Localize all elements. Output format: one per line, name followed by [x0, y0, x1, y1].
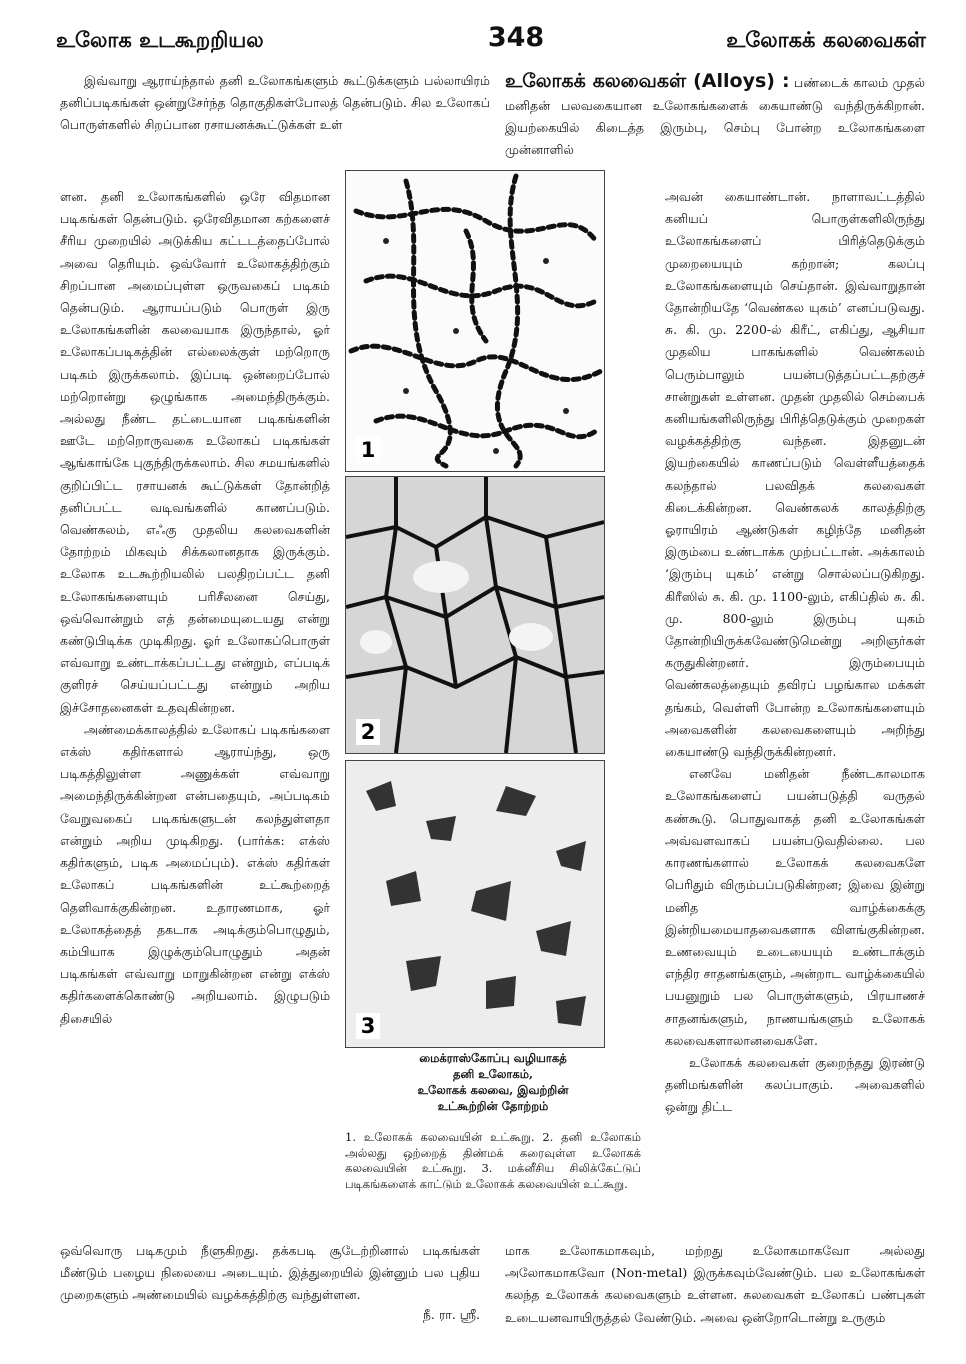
left-article-intro — [60, 70, 490, 137]
micrograph-panel-3 — [345, 760, 605, 1048]
right-article-intro — [505, 70, 925, 162]
micrograph-3-image — [346, 761, 604, 1047]
right-column-paragraph-1: அவன் கையாண்டான். நாளாவட்டத்தில் கனியப் பொருள்களிலிருந்து உலோகங்களைப் பிரித்தெடுக்கும் முறையையும் கற்றான்; கலப்பு உலோகங்களையும் செய்தான். இவ்வாறுதான் தோன்றியதே ‘வெண்கல யுகம்’ எனப்படுவது. சு. கி. மு. 2200-ல் கிரீட், எகிப்து, ஆசியா முதலிய பாகங்களில் வெண்கலம் பெரும்பாலும் பயன்படுத்தப்பட்டதற்குச் சான்றுகள் உள்ளன. முதன் முதலில் செம்பைக் கனியங்களிலிருந்து பிரித்தெடுக்கும் முறைகள் வழக்கத்திற்கு வந்தன. இதனுடன் இயற்கையில் காணப்படும் வெள்ளீயத்தைக் கலந்தால் பலவிதக் கலவைகள் கிடைக்கின்றன. வெண்கலக் காலத்திற்கு ஓராயிரம் ஆண்டுகள் கழிந்தே மனிதன் இரும்பை உண்டாக்க முற்பட்டான். அக்காலம் ‘இரும்பு யுகம்’ என்று சொல்லப்படுகிறது. கிரீஸில் சு. கி. மு. 1100-லும், எகிப்தில் சு. கி. மு. 800-லும் இரும்பு யுகம் தோன்றியிருக்கவேண்டுமென்று அறிஞர்கள் கருதுகின்றனர். இரும்பையும் வெண்கலத்தையும் தவிரப் பழங்கால மக்கள் தங்கம், வெள்ளி போன்ற உலோகங்களையும் அவைகளின் கலவைகளையும் அறிந்து கையாண்டு வந்திருக்கின்றனர். — [665, 189, 925, 760]
right-column-paragraph-2: எனவே மனிதன் நீண்டகாலமாக உலோகங்களைப் பயன்படுத்தி வருதல் கண்கூடு. பொதுவாகத் தனி உலோகங்கள் அவ்வளவாகப் பயன்படுவதில்லை. பல காரணங்களால் உலோகக் கலவைகளே பெரிதும் விரும்பப்படுகின்றன; இவை இன்று மனித வாழ்க்கைக்கு இன்றியமையாதவைகளாக விளங்குகின்றன. உணவையும் உடையையும் உண்டாக்கும் எந்திர சாதனங்களும், அன்றாட வாழ்க்கையில் பயனுறும் பல பொருள்களும், பிரயாணச் சாதனங்களும், நாணயங்களும் உலோகக் கலவைகளாலானவைகளே. — [665, 766, 925, 1048]
micrograph-1-image — [346, 171, 604, 471]
micrograph-1-number: 1 — [356, 437, 380, 463]
right-bottom-paragraph: மாக உலோகமாகவும், மற்றது உலோகமாகவோ அல்லது அலோகமாகவோ (Non-metal) இருக்கவும்வேண்டும். பல உலோகங்கள் கலந்த உலோகக் கலவைகளும் உள்ளன. கலவைகள் உலோகப் பண்புகள் உடையனவாயிருத்தல் வேண்டும். அவை ஒன்றோடொன்று உருகும் — [505, 1243, 925, 1325]
right-intro-text: பண்டைக் காலம் முதல் மனிதன் பலவகையான உலோகங்களைக் கையாண்டு வந்திருக்கிறான். இயற்கையில் கிடைத்த இரும்பு, செம்பு போன்ற உலோகங்களை முன்னாளில் — [505, 75, 925, 158]
left-intro-paragraph: இவ்வாறு ஆராய்ந்தால் தனி உலோகங்களும் கூட்டுக்களும் பல்லாயிரம் தனிப்படிகங்கள் ஒன்றுசேர்ந்த தொகுதிகள்போலத் தென்படும். சில உலோகப் பொருள்களில் சிறப்பான ரசாயனக்கூட்டுக்கள் உள் — [60, 73, 490, 133]
figure-caption-notes: 1. உலோகக் கலவையின் உட்கூறு. 2. தனி உலோகம் அல்லது ஒற்றைத் திண்மக் கரைவுள்ள உலோகக் கலவையின் உட்கூறு. 3. மக்னீசிய சிலிக்கேட்டுப் படிகங்களைக் காட்டும் உலோகக் கலவையின் உட்கூறு. — [345, 1130, 641, 1191]
left-column-paragraph-2: அண்மைக்காலத்தில் உலோகப் படிகங்களை எக்ஸ் கதிர்களால் ஆராய்ந்து, ஒரு படிகத்திலுள்ள அணுக்கள் எவ்வாறு அமைந்திருக்கின்றன என்பதையும், அப்படிகம் வேறுவகைப் படிகங்களுடன் கலந்துள்ளதா என்றும் அறிய முடிகிறது. (பார்க்க: எக்ஸ் கதிர்களும், படிக அமைப்பும்). எக்ஸ் கதிர்கள் உலோகப் படிகங்களின் உட்கூற்றைத் தெளிவாக்குகின்றன. உதாரணமாக, ஓர் உலோகத்தைத் தகடாக அடிக்கும்பொழுதும், கம்பியாக இழுக்கும்பொழுதும் அதன் படிகங்கள் எவ்வாறு மாறுகின்றன என்று எக்ஸ் கதிர்களைக்கொண்டு அறியலாம். இழுபடும் திசையில் — [60, 721, 330, 1026]
caption-line-3: உலோகக் கலவை, இவற்றின் — [417, 1083, 569, 1097]
author-signature: நீ. ரா. ஸ்ரீ. — [422, 1306, 480, 1322]
article-title: உலோகக் கலவைகள் (Alloys) : — [505, 70, 790, 92]
caption-line-2: தனி உலோகம், — [452, 1067, 534, 1081]
left-bottom-paragraph: ஒவ்வொரு படிகமும் நீளுகிறது. தக்கபடி சூடேற்றினால் படிகங்கள் மீண்டும் பழைய நிலையை அடையும். இத்துறையில் இன்னும் பல புதிய முறைகளும் அண்மையில் வழக்கத்திற்கு வந்துள்ளன. — [60, 1243, 480, 1303]
caption-line-1: மைக்ராஸ்கோப்பு வழியாகத் — [419, 1051, 567, 1065]
right-article-column — [665, 186, 925, 1238]
micrograph-panel-1 — [345, 170, 605, 472]
micrograph-3-number: 3 — [356, 1013, 380, 1039]
micrograph-panel-2 — [345, 476, 605, 754]
page-number: 348 — [487, 22, 545, 53]
caption-line-4: உட்கூற்றின் தோற்றம் — [437, 1099, 549, 1113]
right-column-paragraph-3: உலோகக் கலவைகள் குறைந்தது இரண்டு தனிமங்களின் கலப்பாகும். அவைகளில் ஒன்று திட்ட — [665, 1054, 925, 1115]
page-header — [56, 22, 926, 62]
left-article-column — [60, 186, 330, 1236]
figure-caption-title — [345, 1050, 641, 1114]
micrograph-2-number: 2 — [356, 719, 380, 745]
micrograph-2-image — [346, 477, 604, 753]
running-head-right: உலோகக் கலவைகள் — [726, 28, 926, 52]
left-column-paragraph-1: ளன. தனி உலோகங்களில் ஒரே விதமான படிகங்கள் தென்படும். ஒரேவிதமான கற்களைச் சீரிய முறையில் அடுக்கிய கட்டடத்தைப்போல் அவை தெரியும். ஒவ்வோர் உலோகத்திற்கும் சிறப்பான அமைப்புள்ள ஒருவகைப் படிகம் தென்படும். ஆராயப்படும் பொருள் இரு உலோகங்களின் கலவையாக இருந்தால், ஓர் உலோகப்படிகத்தின் எல்லைக்குள் மற்றொரு படிகம் இருக்கலாம். இப்படி ஒன்றைப்போல் மற்றொன்று ஒழுங்காக அமைந்திருக்கும். அல்லது நீண்ட தட்டையான படிகங்களின் ஊடே மற்றொருவகை உலோகப் படிகங்கள் ஆங்காங்கே புகுந்திருக்கலாம். சில சமயங்களில் குறிப்பிட்ட ரசாயனக் கூட்டுக்கள் தோன்றித் தனிப்பட்ட வடிவங்களில் காணப்படும். வெண்கலம், எஃகு முதலிய கலவைகளின் தோற்றம் மிகவும் சிக்கலானதாக இருக்கும். உலோக உடகூற்றியலில் பலதிறப்பட்ட தனி உலோகங்களையும் பரிசீலனை செய்து, ஒவ்வொன்றும் எத் தன்மையுடையது என்று கண்டுபிடிக்க முடிகிறது. ஓர் உலோகப்பொருள் எவ்வாறு உண்டாக்கப்பட்டது என்றும், எப்படிக் குளிரச் செய்யப்பட்டது என்றும் அறிய இச்சோதனைகள் உதவுகின்றன. — [60, 189, 330, 715]
running-head-left: உலோக உடகூறறியல — [56, 28, 264, 52]
